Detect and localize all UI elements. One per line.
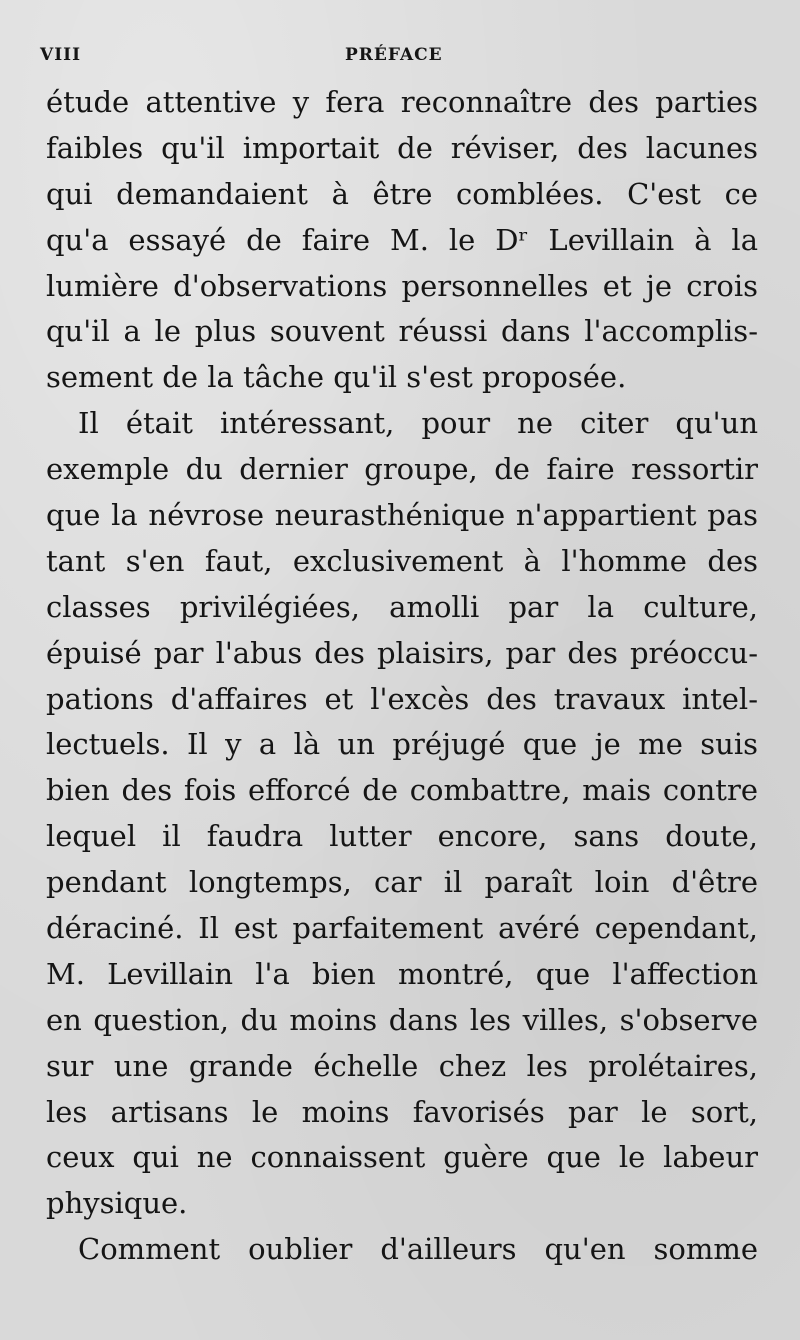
- text-line: physique.: [46, 1186, 188, 1221]
- running-title: PRÉFACE: [345, 45, 443, 65]
- page-number: VIII: [40, 45, 82, 65]
- text-line: étude attentive y fera reconnaître des parties: [46, 85, 758, 119]
- text-line: que la névrose neurasthénique n'appartient pas: [46, 498, 758, 533]
- text-line: Il était intéressant, pour ne citer qu'un: [78, 406, 758, 441]
- text-line: classes privilégiées, amolli par la culture,: [46, 589, 758, 624]
- text-line: les artisans le moins favorisés par le sort,: [46, 1094, 758, 1129]
- text-line: qu'a essayé de faire M. le Dʳ Levillain à la: [46, 222, 758, 257]
- text-line: exemple du dernier groupe, de faire ressortir: [46, 452, 758, 487]
- text-line: faibles qu'il importait de réviser, des lacunes: [46, 130, 758, 165]
- text-line: sur une grande échelle chez les prolétaires,: [46, 1048, 758, 1083]
- text-line: lectuels. Il y a là un préjugé que je me suis: [46, 727, 758, 762]
- body-text: [46, 80, 758, 1273]
- text-line: pendant longtemps, car il paraît loin d'être: [46, 865, 758, 900]
- text-line: lumière d'observations personnelles et je crois: [46, 268, 758, 303]
- text-line: épuisé par l'abus des plaisirs, par des préoccu-: [46, 635, 758, 670]
- text-line: tant s'en faut, exclusivement à l'homme des: [46, 543, 758, 578]
- text-line: sement de la tâche qu'il s'est proposée.: [46, 360, 627, 395]
- text-line: déraciné. Il est parfaitement avéré cependant,: [46, 911, 758, 946]
- text-line: pations d'affaires et l'excès des travaux intel-: [46, 681, 758, 716]
- text-line: M. Levillain l'a bien montré, que l'affection: [46, 956, 758, 991]
- text-line: qui demandaient à être comblées. C'est ce: [46, 176, 758, 211]
- text-line: Comment oublier d'ailleurs qu'en somme: [78, 1232, 758, 1267]
- text-line: bien des fois efforcé de combattre, mais contre: [46, 773, 758, 808]
- text-line: qu'il a le plus souvent réussi dans l'accomplis-: [46, 314, 758, 349]
- text-line: ceux qui ne connaissent guère que le labeur: [46, 1140, 758, 1175]
- text-line: lequel il faudra lutter encore, sans doute,: [46, 819, 758, 854]
- running-head: [40, 45, 760, 73]
- text-line: en question, du moins dans les villes, s'observe: [46, 1002, 758, 1037]
